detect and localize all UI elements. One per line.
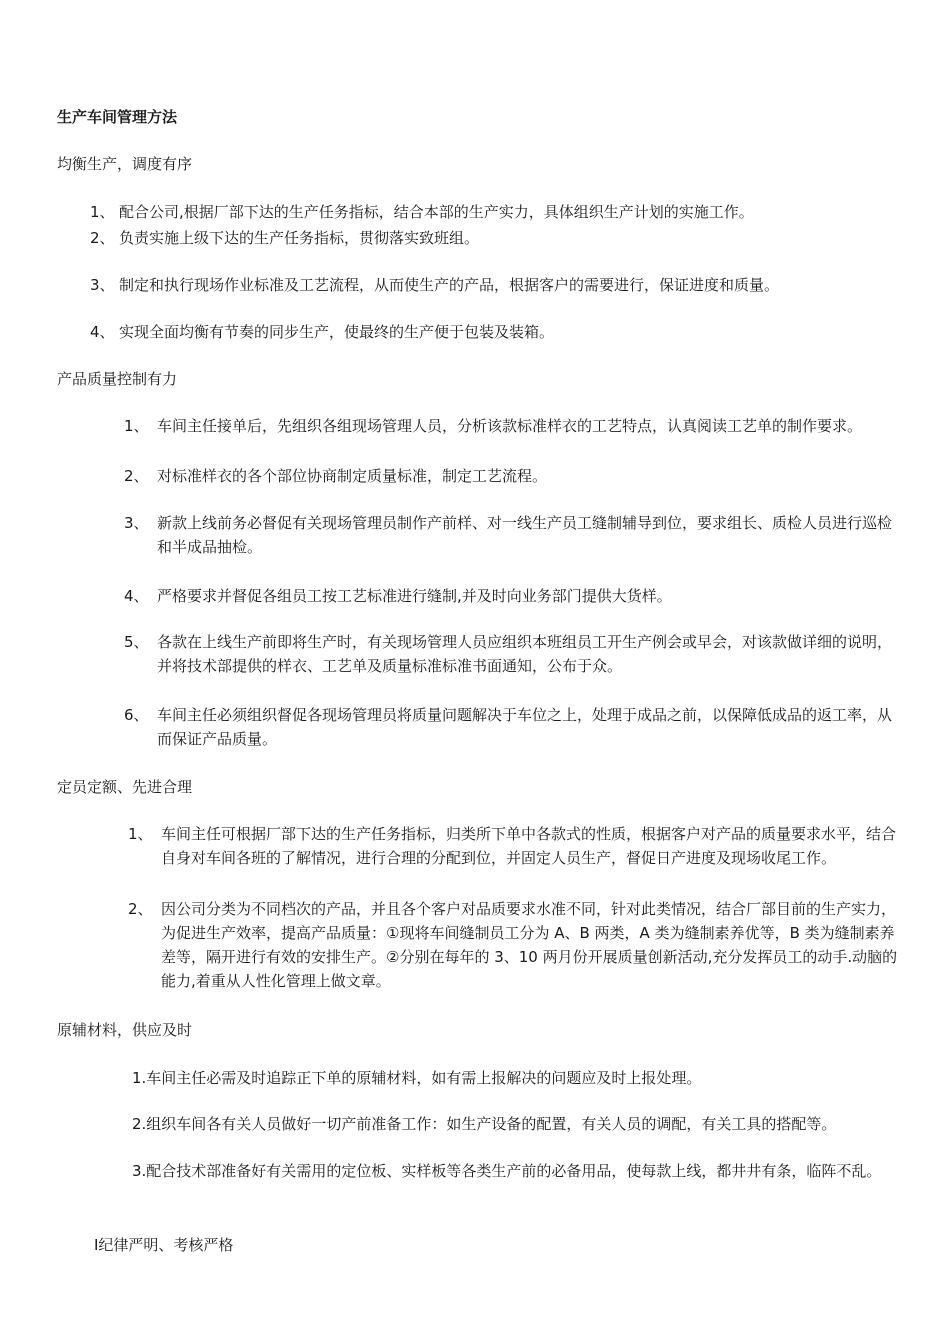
item-number: 4、 — [90, 323, 115, 341]
item-number: 3、 — [90, 276, 115, 294]
section-heading: 产品质量控制有力 — [57, 370, 178, 388]
item-text: 车间主任必须组织督促各现场管理员将质量问题解决于车位之上，处理于成品之前，以保障低成品的返工率，从而保证产品质量。 — [157, 706, 893, 748]
section-heading: 原辅材料，供应及时 — [57, 1021, 193, 1039]
item-number: 3、 — [124, 514, 149, 532]
item-text: 实现全面均衡有节奏的同步生产，使最终的生产便于包装及装箱。 — [119, 323, 555, 341]
item-number: 2、 — [128, 900, 153, 918]
section-heading: 定员定额、先进合理 — [57, 778, 193, 796]
item-number: 1、 — [124, 417, 149, 435]
item-text: 各款在上线生产前即将生产时，有关现场管理人员应组织本班组员工开生产例会或早会，对该款做详细的说明，并将技术部提供的样衣、工艺单及质量标准标准书面通知，公布于众。 — [157, 633, 893, 675]
item-text: 车间主任接单后，先组织各组现场管理人员，分析该款标准样衣的工艺特点，认真阅读工艺单的制作要求。 — [157, 417, 863, 435]
section-heading: 均衡生产，调度有序 — [57, 155, 193, 173]
item-number: 2、 — [90, 229, 115, 247]
item-text: 因公司分类为不同档次的产品，并且各个客户对品质要求水准不同，针对此类情况，结合厂部目前的生产实力，为促进生产效率，提高产品质量：①现将车间缝制员工分为 A、B 两类，A 类为缝制素养优等，B 类为缝制素养差等，隔开进行有效的安排生产。②分别在每年的 3、10 两月份开展质量创新活动,充分发挥员工的动手.动脑的能力,着重从人性化管理上做文章。 — [161, 900, 898, 990]
item-number: 2、 — [124, 467, 149, 485]
item-number: 5、 — [124, 633, 149, 651]
item-text: 新款上线前务必督促有关现场管理员制作产前样、对一线生产员工缝制辅导到位，要求组长、质检人员进行巡检和半成品抽检。 — [157, 514, 893, 556]
item-text: 对标准样衣的各个部位协商制定质量标准，制定工艺流程。 — [157, 467, 548, 485]
paragraph: 3.配合技术部准备好有关需用的定位板、实样板等各类生产前的必备用品，使每款上线，都井井有条，临阵不乱。 — [132, 1162, 882, 1180]
item-text: 制定和执行现场作业标准及工艺流程，从而使生产的产品，根据客户的需要进行，保证进度和质量。 — [119, 276, 780, 294]
item-text: 严格要求并督促各组员工按工艺标准进行缝制,并及时向业务部门提供大货样。 — [157, 587, 672, 605]
item-number: 4、 — [124, 587, 149, 605]
item-text: 车间主任可根据厂部下达的生产任务指标，归类所下单中各款式的性质，根据客户对产品的质量要求水平，结合自身对车间各班的了解情况，进行合理的分配到位，并固定人员生产，督促日产进度及现场收尾工作。 — [161, 825, 897, 867]
document-title: 生产车间管理方法 — [57, 108, 178, 126]
item-number: 6、 — [124, 706, 149, 724]
paragraph: 2.组织车间各有关人员做好一切产前准备工作：如生产设备的配置，有关人员的调配，有关工具的搭配等。 — [132, 1115, 837, 1133]
item-number: 1、 — [90, 203, 115, 221]
section-heading: Ⅰ纪律严明、考核严格 — [94, 1236, 234, 1254]
paragraph: 1.车间主任必需及时追踪正下单的原辅材料，如有需上报解决的问题应及时上报处理。 — [132, 1069, 702, 1087]
item-text: 配合公司,根据厂部下达的生产任务指标，结合本部的生产实力，具体组织生产计划的实施工作。 — [119, 203, 754, 221]
item-text: 负责实施上级下达的生产任务指标，贯彻落实致班组。 — [119, 229, 480, 247]
item-number: 1、 — [128, 825, 153, 843]
